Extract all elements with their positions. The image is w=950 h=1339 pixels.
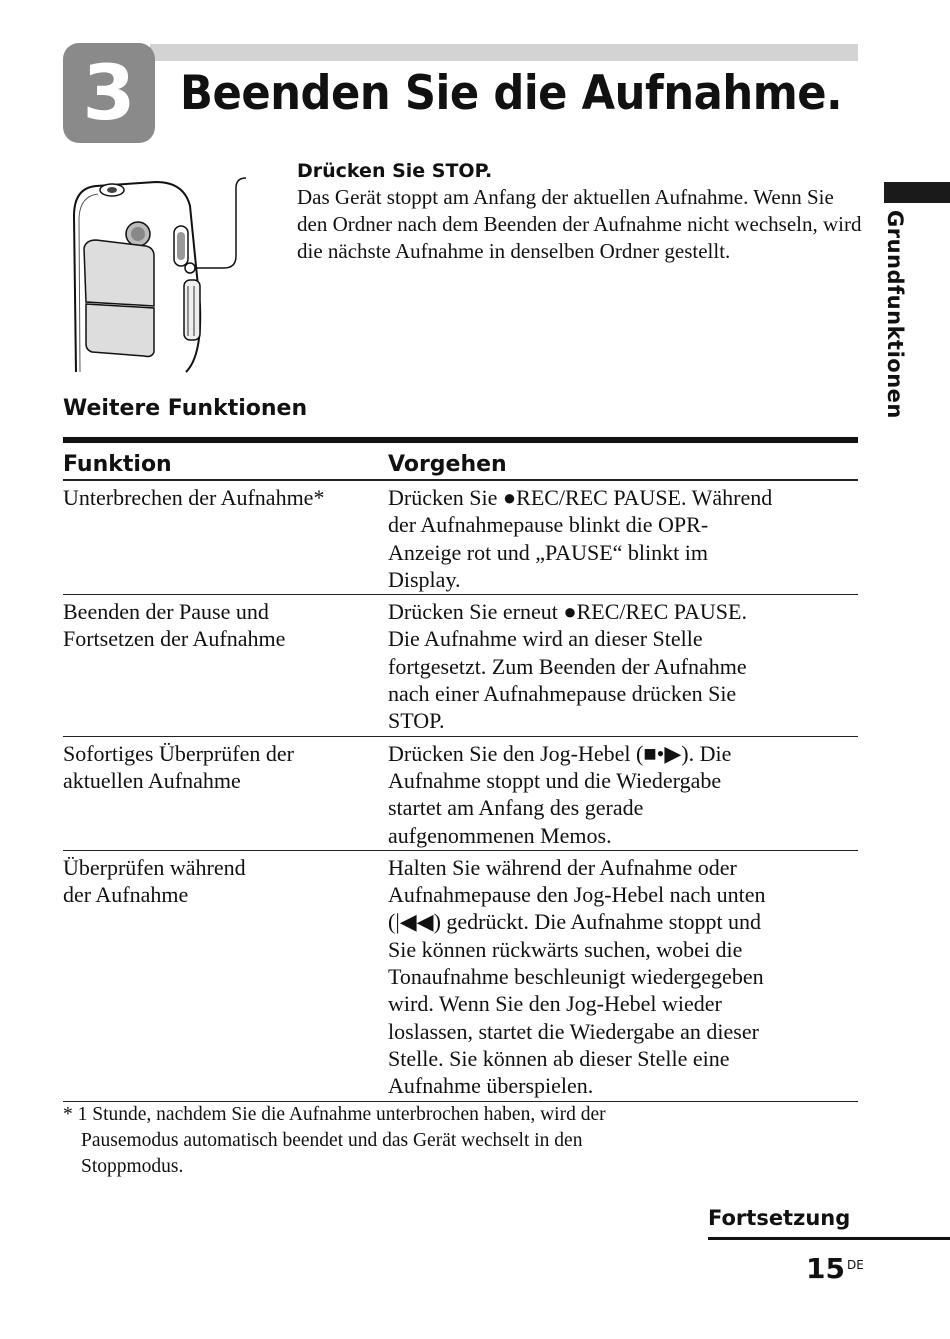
step-header-bar: [150, 44, 858, 61]
cell-funktion: Unterbrechen der Aufnahme*: [63, 485, 325, 510]
cell-funktion: Sofortiges Überprüfen der aktuellen Aufnahme: [63, 740, 294, 793]
cell-vorgehen: Halten Sie während der Aufnahme oder Aufnahmepause den Jog-Hebel nach unten (|◀◀) gedrückt. Die Aufnahme stoppt und Sie können rückwärts suchen, wobei die Tonaufnahme beschleunigt wiedergegeben wird. Wenn Sie den Jog-Hebel wieder loslassen, startet die Wiedergabe an dieser Stelle. Sie können ab dieser Stelle eine Aufnahme überspielen.: [388, 854, 766, 1099]
section-title: Weitere Funktionen: [63, 396, 308, 421]
functions-table: [63, 437, 858, 1102]
page-title: Beenden Sie die Aufnahme.: [180, 66, 843, 121]
cell-vorgehen: Drücken Sie ●REC/REC PAUSE. Während der Aufnahmepause blinkt die OPR- Anzeige rot und „PAUSE“ blinkt im Display.: [388, 485, 773, 592]
table-row: [63, 737, 858, 851]
chapter-tab-marker: [884, 182, 950, 203]
table-row: [63, 481, 858, 595]
column-header-funktion: Funktion: [63, 452, 172, 477]
table-row: [63, 851, 858, 1102]
recorder-illustration: [66, 176, 246, 376]
table-header: [63, 443, 858, 481]
footnote: [63, 1102, 783, 1180]
column-header-vorgehen: Vorgehen: [388, 452, 507, 477]
page-number: [806, 1252, 864, 1285]
footnote-line: * 1 Stunde, nachdem Sie die Aufnahme unterbrochen haben, wird der: [63, 1104, 606, 1125]
instruction-block: [297, 160, 867, 265]
instruction-text: Das Gerät stoppt am Anfang der aktuellen Aufnahme. Wenn Sie den Ordner nach dem Beenden der Aufnahme nicht wechseln, wird die nächste Aufnahme in denselben Ordner gestellt.: [297, 185, 862, 263]
continuation-rule: [708, 1237, 950, 1240]
step-number-badge: 3: [63, 43, 155, 143]
chapter-tab-label: Grundfunktionen: [883, 210, 907, 419]
footnote-line: Stoppmodus.: [81, 1156, 184, 1177]
instruction-heading: Drücken Sie STOP.: [297, 160, 493, 182]
cell-vorgehen: Drücken Sie den Jog-Hebel (■•▶). Die Aufnahme stoppt und die Wiedergabe startet am Anfang des gerade aufgenommenen Memos.: [388, 740, 732, 848]
cell-funktion: Überprüfen während der Aufnahme: [63, 854, 246, 908]
continuation-label: Fortsetzung: [708, 1206, 851, 1230]
cell-funktion: Beenden der Pause und Fortsetzen der Aufnahme: [63, 599, 286, 652]
page-language-suffix: DE: [846, 1258, 864, 1272]
page-number-value: 15: [806, 1252, 845, 1285]
cell-vorgehen: Drücken Sie erneut ●REC/REC PAUSE. Die Aufnahme wird an dieser Stelle fortgesetzt. Zum Beenden der Aufnahme nach einer Aufnahmepause drücken Sie STOP.: [388, 599, 747, 734]
table-row: [63, 595, 858, 736]
footnote-line: Pausemodus automatisch beendet und das Gerät wechselt in den: [81, 1130, 583, 1151]
